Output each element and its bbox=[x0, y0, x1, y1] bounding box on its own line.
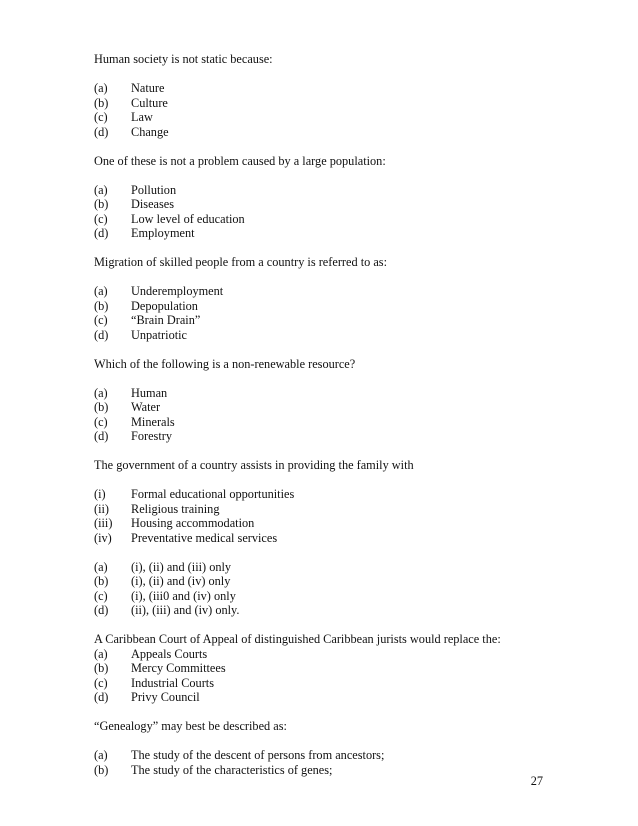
option-label: (c) bbox=[94, 313, 108, 327]
option-item bbox=[94, 647, 594, 662]
option-item bbox=[94, 328, 594, 343]
option-label: (b) bbox=[94, 762, 109, 777]
option-item bbox=[94, 400, 594, 415]
option-label: (d) bbox=[94, 327, 109, 342]
option-text: Formal educational opportunities bbox=[131, 487, 295, 501]
option-list bbox=[94, 284, 594, 342]
option-text: Underemployment bbox=[131, 284, 224, 298]
option-label: (c) bbox=[94, 211, 108, 226]
option-text: (i), (ii) and (iv) only bbox=[131, 574, 231, 588]
option-label: (iv) bbox=[94, 530, 112, 545]
option-label: (a) bbox=[94, 284, 108, 298]
option-item bbox=[94, 502, 594, 517]
option-list bbox=[94, 183, 594, 241]
option-item bbox=[94, 603, 594, 618]
option-text: Forestry bbox=[131, 429, 172, 443]
option-text: Housing accommodation bbox=[131, 516, 255, 530]
option-label: (d) bbox=[94, 124, 109, 139]
question-3 bbox=[94, 255, 594, 342]
option-item bbox=[94, 589, 594, 604]
option-text: Privy Council bbox=[131, 690, 200, 704]
option-list bbox=[94, 81, 594, 139]
question-stem: Which of the following is a non-renewable resource? bbox=[94, 356, 356, 371]
option-item bbox=[94, 96, 594, 111]
option-label: (c) bbox=[94, 110, 108, 124]
option-label: (c) bbox=[94, 414, 108, 429]
option-item bbox=[94, 415, 594, 430]
option-text: Minerals bbox=[131, 414, 175, 429]
option-item bbox=[94, 197, 594, 212]
option-text: The study of the descent of persons from ancestors; bbox=[131, 748, 385, 762]
option-label: (b) bbox=[94, 95, 109, 110]
option-text: (ii), (iii) and (iv) only. bbox=[131, 603, 240, 617]
option-item bbox=[94, 560, 594, 575]
option-item bbox=[94, 661, 594, 676]
option-list bbox=[94, 647, 594, 705]
option-text: Preventative medical services bbox=[131, 530, 278, 545]
option-text: Law bbox=[131, 110, 153, 124]
option-text: Unpatriotic bbox=[131, 327, 188, 342]
option-label: (d) bbox=[94, 226, 109, 240]
option-label: (d) bbox=[94, 429, 109, 443]
option-item bbox=[94, 531, 594, 546]
question-stem: Migration of skilled people from a country is referred to as: bbox=[94, 255, 387, 269]
option-item bbox=[94, 574, 594, 589]
option-text: Appeals Courts bbox=[131, 646, 208, 661]
option-text: Employment bbox=[131, 226, 195, 240]
option-item bbox=[94, 212, 594, 227]
option-label: (a) bbox=[94, 646, 108, 661]
option-item bbox=[94, 284, 594, 299]
option-text: Diseases bbox=[131, 197, 175, 211]
option-label: (d) bbox=[94, 690, 109, 704]
option-text: Industrial Courts bbox=[131, 675, 214, 690]
option-item bbox=[94, 429, 594, 444]
option-text: Mercy Committees bbox=[131, 661, 226, 675]
question-2 bbox=[94, 154, 594, 241]
option-text: Depopulation bbox=[131, 298, 198, 313]
option-text: Nature bbox=[131, 81, 165, 95]
option-list bbox=[94, 386, 594, 444]
question-7 bbox=[94, 719, 594, 777]
option-label: (b) bbox=[94, 400, 109, 414]
option-label: (c) bbox=[94, 588, 108, 603]
option-text: “Brain Drain” bbox=[131, 313, 201, 327]
question-6 bbox=[94, 632, 594, 705]
option-label: (a) bbox=[94, 385, 108, 400]
option-label: (b) bbox=[94, 197, 109, 211]
question-stem: “Genealogy” may best be described as: bbox=[94, 719, 287, 733]
option-label: (b) bbox=[94, 298, 109, 313]
option-item bbox=[94, 676, 594, 691]
question-5 bbox=[94, 458, 594, 618]
option-text: The study of the characteristics of genes; bbox=[131, 762, 333, 777]
option-label: (iii) bbox=[94, 516, 113, 530]
question-1 bbox=[94, 52, 594, 139]
option-text: (i), (iii0 and (iv) only bbox=[131, 588, 236, 603]
option-item bbox=[94, 110, 594, 125]
option-item bbox=[94, 183, 594, 198]
option-text: (i), (ii) and (iii) only bbox=[131, 559, 232, 574]
question-stem: Human society is not static because: bbox=[94, 52, 273, 66]
question-stem: A Caribbean Court of Appeal of distinguished Caribbean jurists would replace the: bbox=[94, 632, 501, 646]
option-text: Religious training bbox=[131, 501, 220, 516]
option-item bbox=[94, 313, 594, 328]
question-4 bbox=[94, 357, 594, 444]
option-text: Pollution bbox=[131, 182, 177, 197]
option-item bbox=[94, 299, 594, 314]
option-label: (ii) bbox=[94, 501, 110, 516]
option-label: (c) bbox=[94, 675, 108, 690]
option-item bbox=[94, 516, 594, 531]
option-item bbox=[94, 226, 594, 241]
question-list bbox=[94, 52, 594, 792]
option-label: (a) bbox=[94, 182, 108, 197]
option-item bbox=[94, 763, 594, 778]
option-item bbox=[94, 125, 594, 140]
option-item bbox=[94, 487, 594, 502]
option-item bbox=[94, 748, 594, 763]
option-label: (b) bbox=[94, 661, 109, 675]
option-item bbox=[94, 81, 594, 96]
option-label: (d) bbox=[94, 603, 109, 617]
option-list bbox=[94, 487, 594, 545]
option-text: Human bbox=[131, 385, 168, 400]
question-stem: The government of a country assists in providing the family with bbox=[94, 458, 414, 472]
option-label: (b) bbox=[94, 574, 109, 588]
page-number: 27 bbox=[530, 774, 543, 788]
option-list bbox=[94, 748, 594, 777]
option-text: Culture bbox=[131, 95, 168, 110]
option-text: Water bbox=[131, 400, 161, 414]
option-label: (a) bbox=[94, 748, 108, 762]
option-label: (i) bbox=[94, 487, 106, 501]
option-text: Low level of education bbox=[131, 211, 245, 226]
option-item bbox=[94, 690, 594, 705]
option-text: Change bbox=[131, 124, 169, 139]
option-label: (a) bbox=[94, 559, 108, 574]
option-list bbox=[94, 560, 594, 618]
option-item bbox=[94, 386, 594, 401]
option-label: (a) bbox=[94, 81, 108, 95]
question-stem: One of these is not a problem caused by a large population: bbox=[94, 153, 386, 168]
